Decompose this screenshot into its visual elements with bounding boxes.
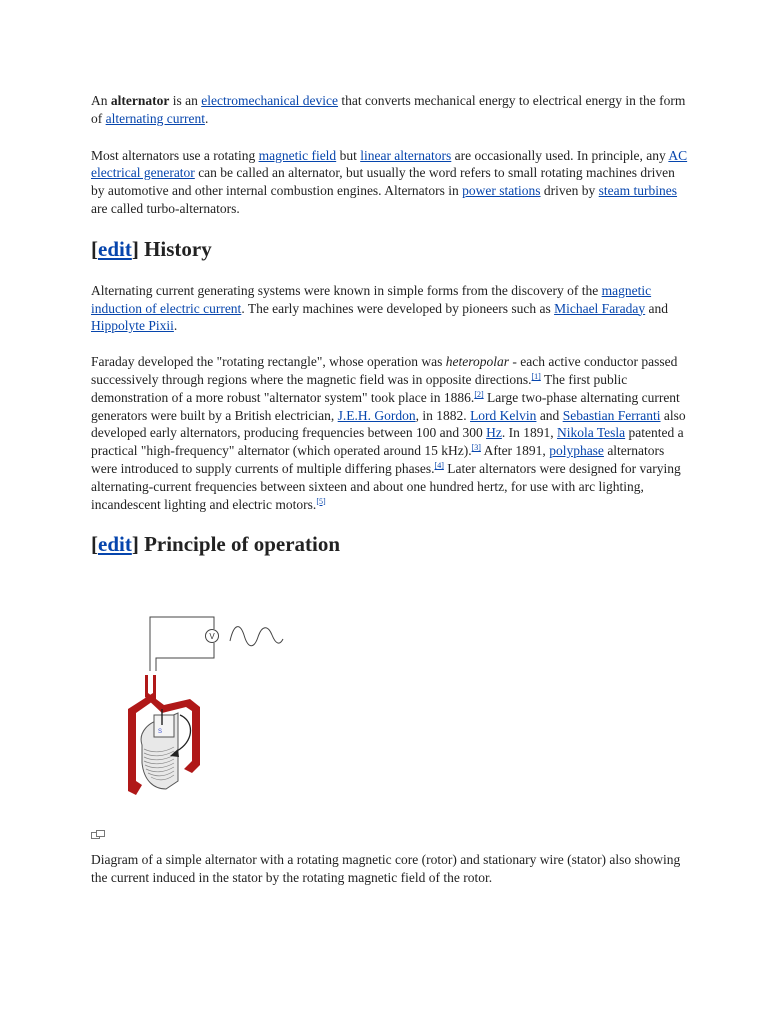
text: but (336, 147, 361, 163)
ref-5 (316, 497, 325, 506)
bracket: [ (91, 236, 98, 261)
link-nikola-tesla[interactable]: Nikola Tesla (556, 425, 626, 441)
text: Most alternators use a rotating (91, 147, 259, 163)
edit-principle-link[interactable]: edit (98, 532, 132, 557)
link-michael-faraday[interactable]: Michael Faraday (554, 300, 646, 316)
link-lord-kelvin[interactable]: Lord Kelvin (470, 407, 537, 423)
voltmeter-label: V (209, 632, 215, 641)
text: - each active conductor passed successively through regions where the magnetic field was in opposite directions. (91, 354, 678, 387)
ref-3 (472, 443, 481, 452)
text: . In 1891, (501, 425, 557, 441)
link-ac[interactable]: AC (668, 147, 688, 163)
ref-4-link[interactable]: [4] (434, 460, 444, 470)
article-body (91, 92, 691, 557)
ref-1 (532, 372, 541, 381)
text: are occasionally used. In principle, any (451, 147, 669, 163)
bracket: [ (91, 532, 98, 557)
section-title: History (138, 236, 212, 261)
intro-paragraph-2 (91, 147, 691, 218)
text: driven by (540, 183, 599, 199)
ref-2-link[interactable]: [2] (474, 389, 484, 399)
figure-caption: Diagram of a simple alternator with a rotating magnetic core (rotor) and stationary wire (stator) also showing the current induced in the stator by the rotating magnetic field of the rotor. (91, 852, 681, 885)
edit-history-link[interactable]: edit (98, 236, 132, 261)
text: Faraday developed the "rotating rectangle", whose operation was (91, 354, 446, 370)
text: are called turbo-alternators. (91, 200, 240, 216)
ref-2 (474, 390, 483, 399)
text: . (173, 318, 178, 334)
text: and (536, 407, 563, 423)
text: is an (169, 93, 202, 108)
section-title: Principle of operation (138, 532, 341, 557)
alternator-diagram[interactable] (108, 613, 288, 803)
text: . The early machines were developed by pioneers such as (241, 300, 555, 316)
history-paragraph-1 (91, 282, 691, 335)
text: patented a practical "high-frequency" alternator (which operated around 15 kHz). (91, 425, 684, 459)
bold-term: alternator (110, 93, 170, 108)
circuit-wire (156, 643, 214, 671)
text: Later alternators were designed for varying alternating-current frequencies between sixteen and about one hundred hertz, for use with arc lighting, incandescent lighting and electric motors. (91, 460, 681, 512)
link-steam-turbines[interactable]: steam turbines (598, 183, 678, 199)
text: also developed early alternators, producing frequencies between 100 and 300 (91, 407, 686, 441)
pole-label: S (158, 729, 163, 735)
link-electromechanical-device[interactable]: electromechanical device (201, 93, 339, 108)
link-linear-alternators[interactable]: linear alternators (360, 147, 452, 163)
text: alternators were introduced to supply currents of multiple differing phases. (91, 443, 665, 476)
link-electrical-generator[interactable]: electrical generator (91, 165, 195, 181)
history-heading (91, 236, 691, 262)
ref-1-link[interactable]: [1] (531, 371, 541, 381)
text: Alternating current generating systems were known in simple forms from the discovery of the (91, 282, 602, 298)
text: Large two-phase alternating current generators were built by a British electrician, (91, 389, 680, 423)
text: that converts mechanical energy to electrical energy in the form of (91, 93, 686, 126)
link-magnetic-induction[interactable]: magnetic induction of electric current (91, 282, 652, 316)
link-magnetic-field[interactable]: magnetic field (258, 147, 337, 163)
link-power-stations[interactable]: power stations (462, 183, 541, 199)
ref-3-link[interactable]: [3] (471, 443, 481, 453)
text: . (204, 110, 209, 126)
ref-5-link[interactable]: [5] (316, 496, 326, 506)
italic-term: heteropolar (445, 354, 510, 370)
link-polyphase[interactable]: polyphase (549, 443, 604, 459)
circuit-wire (150, 617, 214, 671)
rotor-pole (154, 715, 174, 737)
link-alternating-current[interactable]: alternating current (105, 110, 205, 126)
text: An (91, 93, 111, 108)
text: and (645, 300, 669, 316)
sine-wave (230, 627, 283, 646)
history-paragraph-2 (91, 353, 691, 513)
text: After 1891, (480, 443, 550, 459)
text: , in 1882. (415, 407, 471, 423)
bracket: ] (131, 532, 139, 557)
bracket: ] (131, 236, 139, 261)
text: The first public demonstration of a more robust "alternator system" took place in 1886. (91, 371, 628, 405)
intro-paragraph-1 (91, 92, 691, 128)
magnify-icon[interactable] (91, 830, 105, 840)
link-jeh-gordon[interactable]: J.E.H. Gordon (337, 407, 416, 423)
link-hz[interactable]: Hz (486, 425, 502, 441)
link-hippolyte-pixii[interactable]: Hippolyte Pixii (91, 318, 174, 334)
principle-heading (91, 531, 691, 557)
link-sebastian-ferranti[interactable]: Sebastian Ferranti (562, 407, 661, 423)
ref-4 (435, 461, 444, 470)
text: can be called an alternator, but usually the word refers to small rotating machines driven by automotive and other internal combustion engines. Alternators in (91, 165, 675, 199)
